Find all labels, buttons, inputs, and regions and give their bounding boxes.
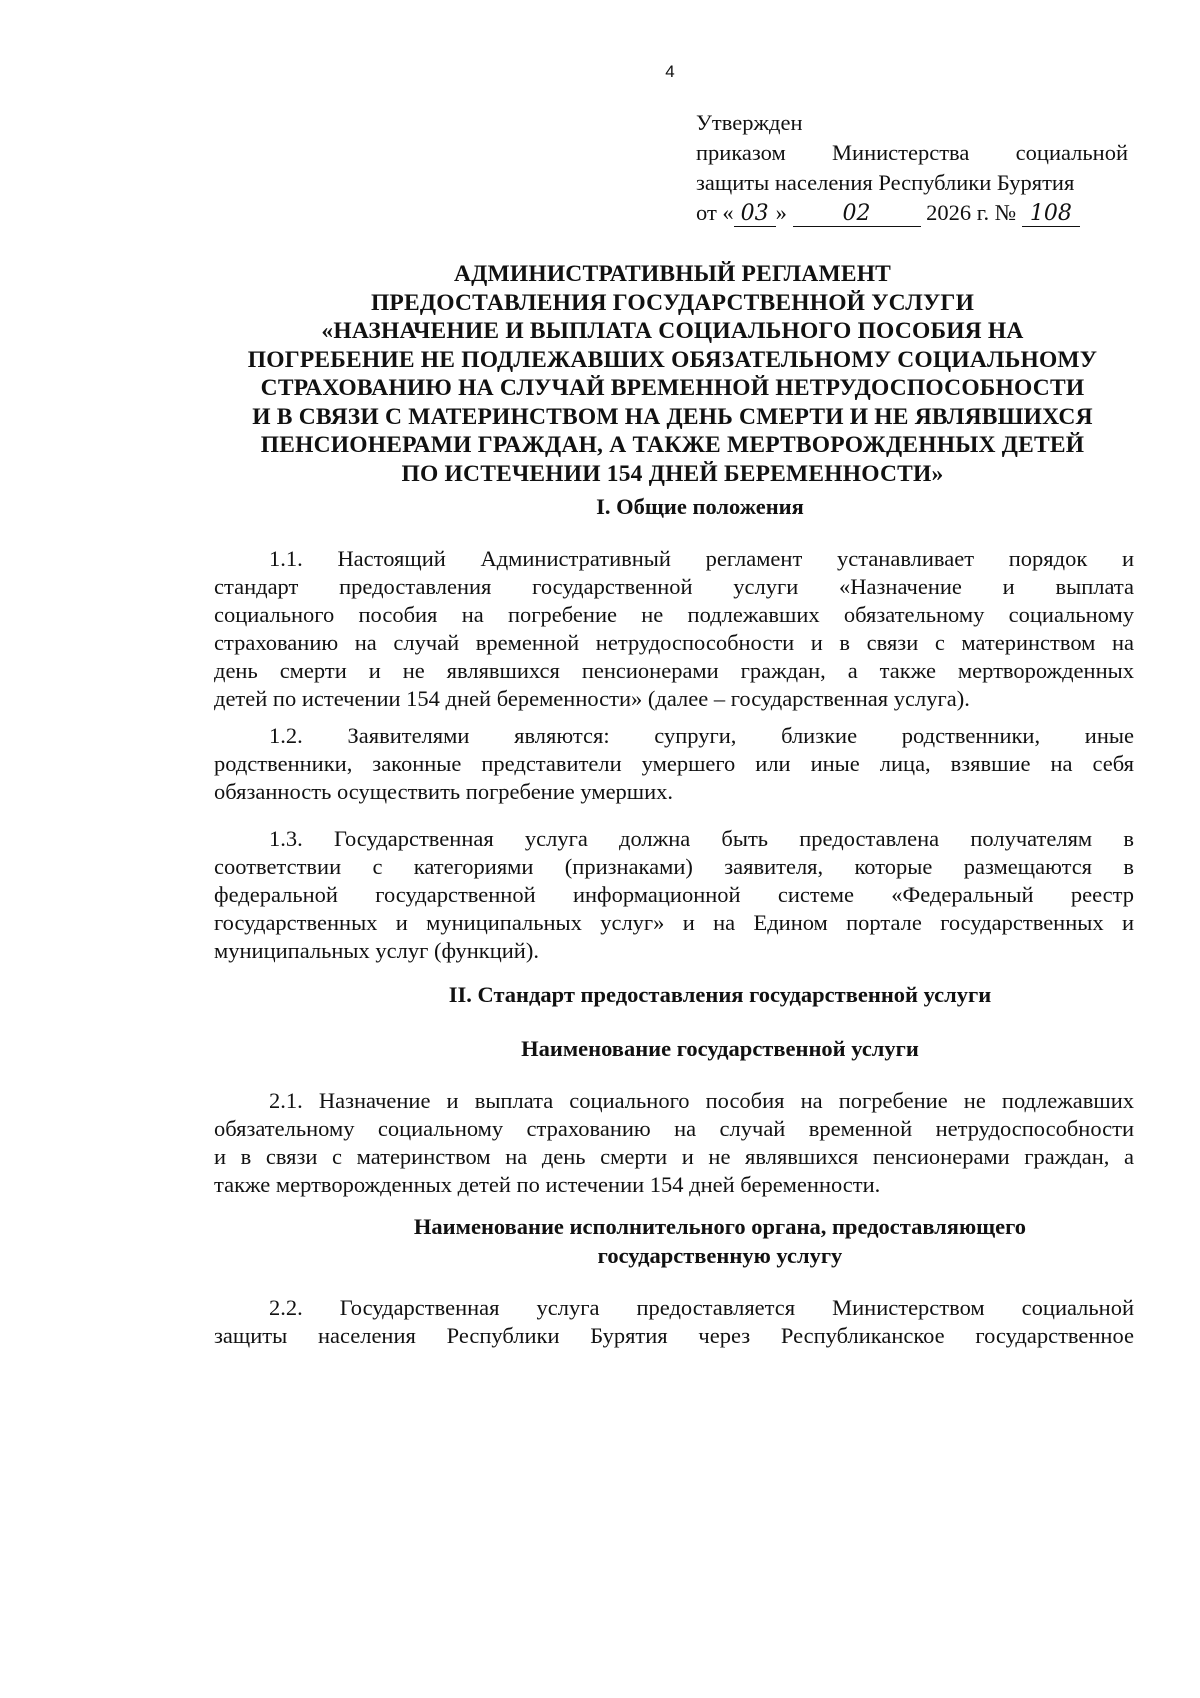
text-line: родственники, законные представители умершего или иные лица, взявшие на себя [214, 751, 1134, 776]
text-line: защиты населения Республики Бурятия через Республиканское государственное [214, 1323, 1134, 1348]
title-line: «НАЗНАЧЕНИЕ И ВЫПЛАТА СОЦИАЛЬНОГО ПОСОБИЯ НА [321, 318, 1024, 344]
handwritten-month: 02 [793, 202, 921, 227]
title-line: СТРАХОВАНИЮ НА СЛУЧАЙ ВРЕМЕННОЙ НЕТРУДОСПОСОБНОСТИ [260, 375, 1085, 401]
date-mid: » [775, 200, 787, 225]
approval-line-3: защиты населения Республики Бурятия [696, 170, 1075, 195]
approval-block [696, 108, 1128, 228]
text-line: 1.2. Заявителями являются: супруги, близкие родственники, иные [269, 723, 1134, 748]
date-year: 2026 г. № [926, 200, 1017, 225]
handwritten-number: 108 [1022, 202, 1080, 227]
text-line: 1.1. Настоящий Административный регламент устанавливает порядок и [269, 546, 1134, 571]
page-number: 4 [665, 62, 675, 81]
subsection-authority-heading-line-2: государственную услугу [597, 1243, 843, 1268]
text-line: страхованию на случай временной нетрудоспособности и в связи с материнством на [214, 630, 1134, 655]
date-prefix: от « [696, 200, 734, 225]
text-line: детей по истечении 154 дней беременности» (далее – государственная услуга). [214, 686, 970, 711]
text-line: 1.3. Государственная услуга должна быть предоставлена получателям в [269, 826, 1134, 851]
text-line: муниципальных услуг (функций). [214, 938, 539, 963]
text-line: федеральной государственной информационной системе «Федеральный реестр [214, 882, 1134, 907]
text-line: соответствии с категориями (признаками) заявителя, которые размещаются в [214, 854, 1134, 879]
section-1-heading: I. Общие положения [596, 494, 804, 519]
text-line: также мертворожденных детей по истечении 154 дней беременности. [214, 1172, 881, 1197]
subsection-service-name-heading: Наименование государственной услуги [521, 1036, 919, 1061]
paragraph-1-3 [214, 825, 1134, 965]
text-line: обязательному социальному страхованию на случай временной нетрудоспособности [214, 1116, 1134, 1141]
approval-line-2: приказом Министерства социальной [696, 140, 1128, 165]
title-line: ПЕНСИОНЕРАМИ ГРАЖДАН, А ТАКЖЕ МЕРТВОРОЖДЕННЫХ ДЕТЕЙ [260, 432, 1085, 458]
text-line: государственных и муниципальных услуг» и на Едином портале государственных и [214, 910, 1134, 935]
text-line: день смерти и не являвшихся пенсионерами граждан, а также мертворожденных [214, 658, 1134, 683]
title-line: ПОГРЕБЕНИЕ НЕ ПОДЛЕЖАВШИХ ОБЯЗАТЕЛЬНОМУ СОЦИАЛЬНОМУ [247, 346, 1098, 373]
subsection-authority-heading-line-1: Наименование исполнительного органа, предоставляющего [413, 1214, 1027, 1239]
text-line: 2.2. Государственная услуга предоставляется Министерством социальной [269, 1295, 1134, 1320]
paragraph-1-1 [214, 545, 1134, 713]
text-line: социального пособия на погребение не подлежавших обязательному социальному [214, 602, 1134, 627]
text-line: обязанность осуществить погребение умерших. [214, 779, 674, 804]
paragraph-2-1 [214, 1087, 1134, 1199]
paragraph-2-2 [214, 1294, 1134, 1350]
text-line: 2.1. Назначение и выплата социального пособия на погребение не подлежавших [269, 1088, 1134, 1113]
title-line: И В СВЯЗИ С МАТЕРИНСТВОМ НА ДЕНЬ СМЕРТИ И НЕ ЯВЛЯВШИХСЯ [252, 403, 1093, 430]
section-2-heading: II. Стандарт предоставления государственной услуги [448, 982, 992, 1007]
paragraph-1-2 [214, 722, 1134, 806]
text-line: стандарт предоставления государственной услуги «Назначение и выплата [214, 574, 1134, 599]
title-line: АДМИНИСТРАТИВНЫЙ РЕГЛАМЕНТ [453, 261, 892, 287]
title-line: ПРЕДОСТАВЛЕНИЯ ГОСУДАРСТВЕННОЙ УСЛУГИ [370, 289, 975, 316]
text-line: и в связи с материнством на день смерти и не являвшихся пенсионерами граждан, а [214, 1144, 1134, 1169]
document-title [205, 260, 1140, 488]
handwritten-day: 03 [734, 202, 776, 227]
approval-date-line [696, 198, 1128, 228]
title-line: ПО ИСТЕЧЕНИИ 154 ДНЕЙ БЕРЕМЕННОСТИ» [401, 460, 944, 487]
approval-line-1: Утвержден [696, 110, 803, 135]
